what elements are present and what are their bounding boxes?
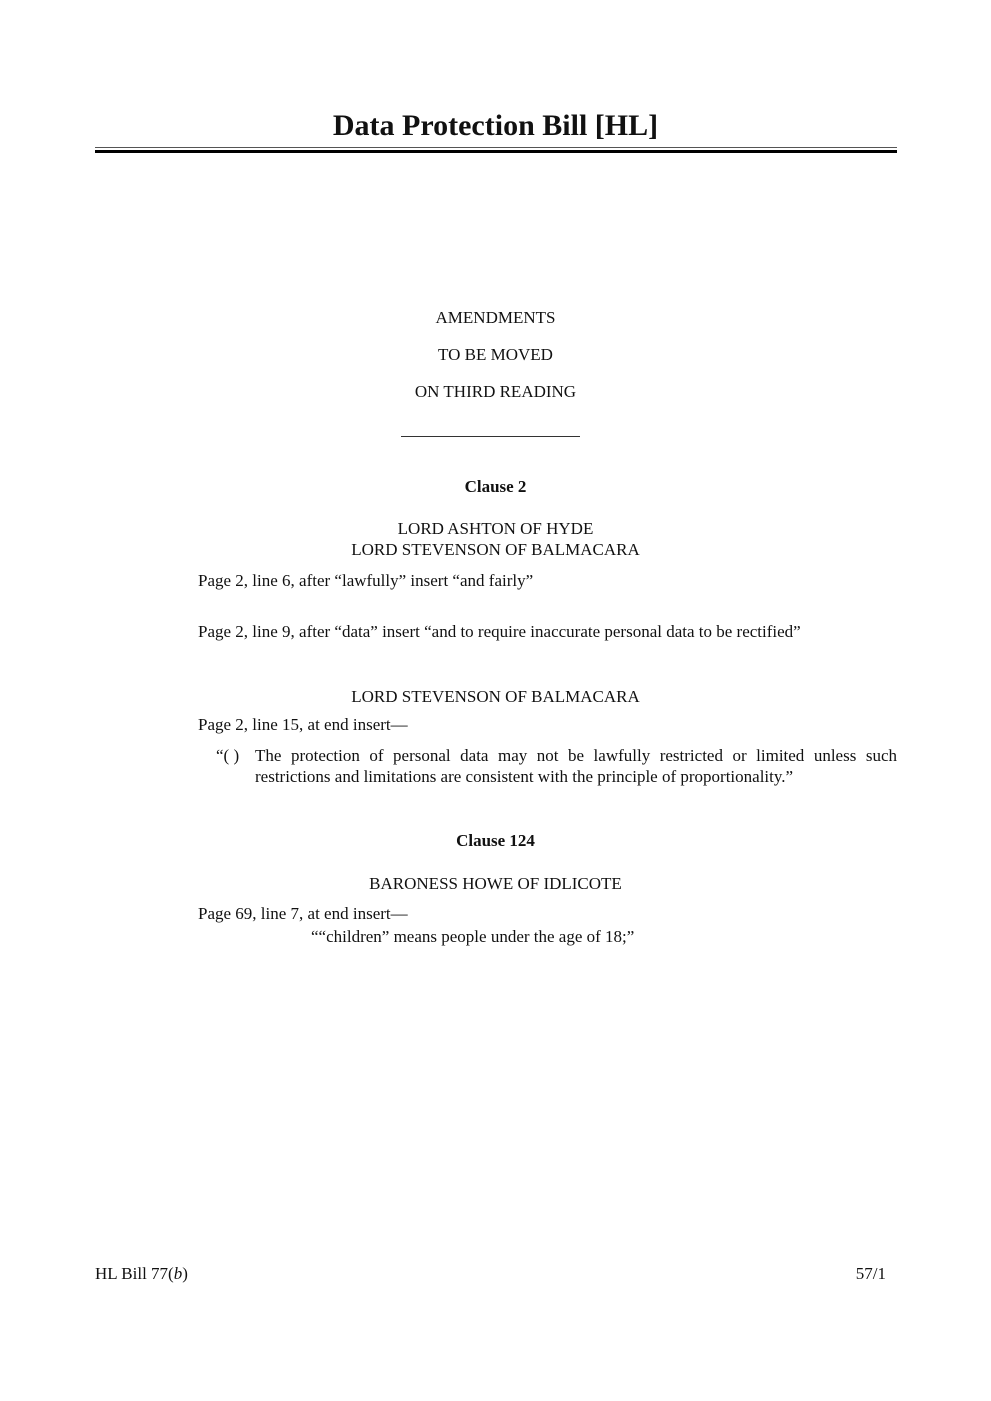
mover-name: LORD STEVENSON OF BALMACARA bbox=[351, 687, 640, 706]
amendment-text: Page 2, line 15, at end insert— bbox=[198, 715, 408, 734]
amendment-text: Page 69, line 7, at end insert— bbox=[198, 904, 408, 923]
mover-name: BARONESS HOWE OF IDLICOTE bbox=[369, 874, 622, 893]
title-rule-thin bbox=[95, 147, 897, 148]
bill-reference bbox=[95, 1263, 188, 1284]
intro-line-1: AMENDMENTS bbox=[435, 308, 556, 327]
mover-name: LORD ASHTON OF HYDE bbox=[397, 519, 594, 538]
mover-name: LORD STEVENSON OF BALMACARA bbox=[351, 540, 640, 559]
separator-rule bbox=[401, 436, 580, 437]
clause-heading: Clause 2 bbox=[464, 477, 527, 496]
bill-ref-suffix: ) bbox=[182, 1264, 188, 1283]
page-reference: 57/1 bbox=[855, 1264, 886, 1283]
bill-ref-prefix: HL Bill 77( bbox=[95, 1264, 174, 1283]
inserted-text: ““children” means people under the age of 18;” bbox=[311, 927, 635, 946]
amendment-text: Page 2, line 9, after “data” insert “and to require inaccurate personal data to be rectified” bbox=[198, 622, 801, 641]
inserted-subsection-marker: “( ) bbox=[216, 746, 240, 765]
intro-line-3: ON THIRD READING bbox=[414, 382, 577, 401]
document-title: Data Protection Bill [HL] bbox=[332, 109, 659, 142]
amendment-text: Page 2, line 6, after “lawfully” insert “and fairly” bbox=[198, 571, 534, 590]
inserted-text: The protection of personal data may not be lawfully restricted or limited unless such restrictions and limitations are consistent with the principle of proportionality.” bbox=[255, 746, 897, 786]
clause-heading: Clause 124 bbox=[456, 831, 535, 850]
intro-line-2: TO BE MOVED bbox=[438, 345, 553, 364]
title-rule-thick bbox=[95, 150, 897, 153]
bill-ref-italic: b bbox=[173, 1264, 183, 1283]
